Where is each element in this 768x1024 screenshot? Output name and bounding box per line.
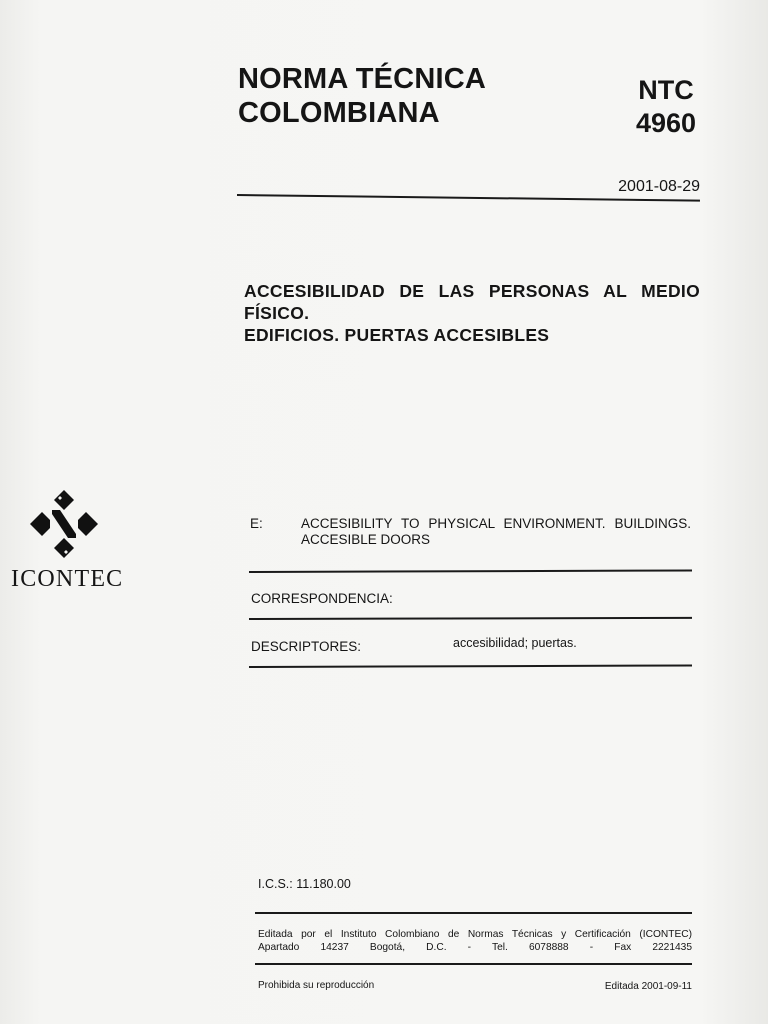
descriptores-value: accesibilidad; puertas. — [453, 636, 577, 650]
english-title-line-1: ACCESIBILITY TO PHYSICAL ENVIRONMENT. BUILDINGS. — [301, 516, 691, 531]
document-subject — [244, 280, 700, 346]
correspondencia-label: CORRESPONDENCIA: — [251, 591, 393, 606]
standard-code-number: 4960 — [635, 108, 697, 138]
english-label: E: — [250, 516, 263, 531]
ics-code: I.C.S.: 11.180.00 — [258, 877, 351, 891]
english-title — [301, 516, 691, 548]
publication-date: 2001-08-29 — [618, 178, 700, 195]
publisher-info — [258, 928, 692, 954]
correspondencia-divider — [249, 617, 692, 620]
descriptores-divider — [249, 664, 692, 668]
title-line-1: NORMA TÉCNICA — [238, 63, 487, 95]
footer-reproduction-notice: Prohibida su reproducción — [258, 980, 375, 991]
icontec-diamond-logo-icon — [30, 490, 98, 558]
icontec-logo-text: ICONTEC — [11, 566, 124, 592]
english-title-line-2: ACCESIBLE DOORS — [301, 532, 431, 547]
title-line-2: COLOMBIANA — [238, 97, 440, 129]
publisher-line-1: Editada por el Instituto Colombiano de Normas Técnicas y Certificación (ICONTEC) — [258, 929, 692, 940]
standard-code — [620, 74, 712, 140]
subject-line-2: FÍSICO. — [244, 303, 310, 323]
standard-code-prefix: NTC — [638, 75, 694, 105]
publisher-divider — [255, 963, 692, 965]
document-title — [238, 62, 486, 130]
ics-divider — [255, 912, 692, 914]
subject-line-3: EDIFICIOS. PUERTAS ACCESIBLES — [244, 325, 550, 345]
subject-line-1: ACCESIBILIDAD DE LAS PERSONAS AL MEDIO — [244, 281, 700, 301]
descriptores-label: DESCRIPTORES: — [251, 639, 362, 654]
footer-edition-date: Editada 2001-09-11 — [604, 981, 692, 992]
english-divider — [249, 569, 692, 573]
publisher-line-2: Apartado 14237 Bogotá, D.C. - Tel. 6078888 - Fax 2221435 — [258, 942, 692, 953]
